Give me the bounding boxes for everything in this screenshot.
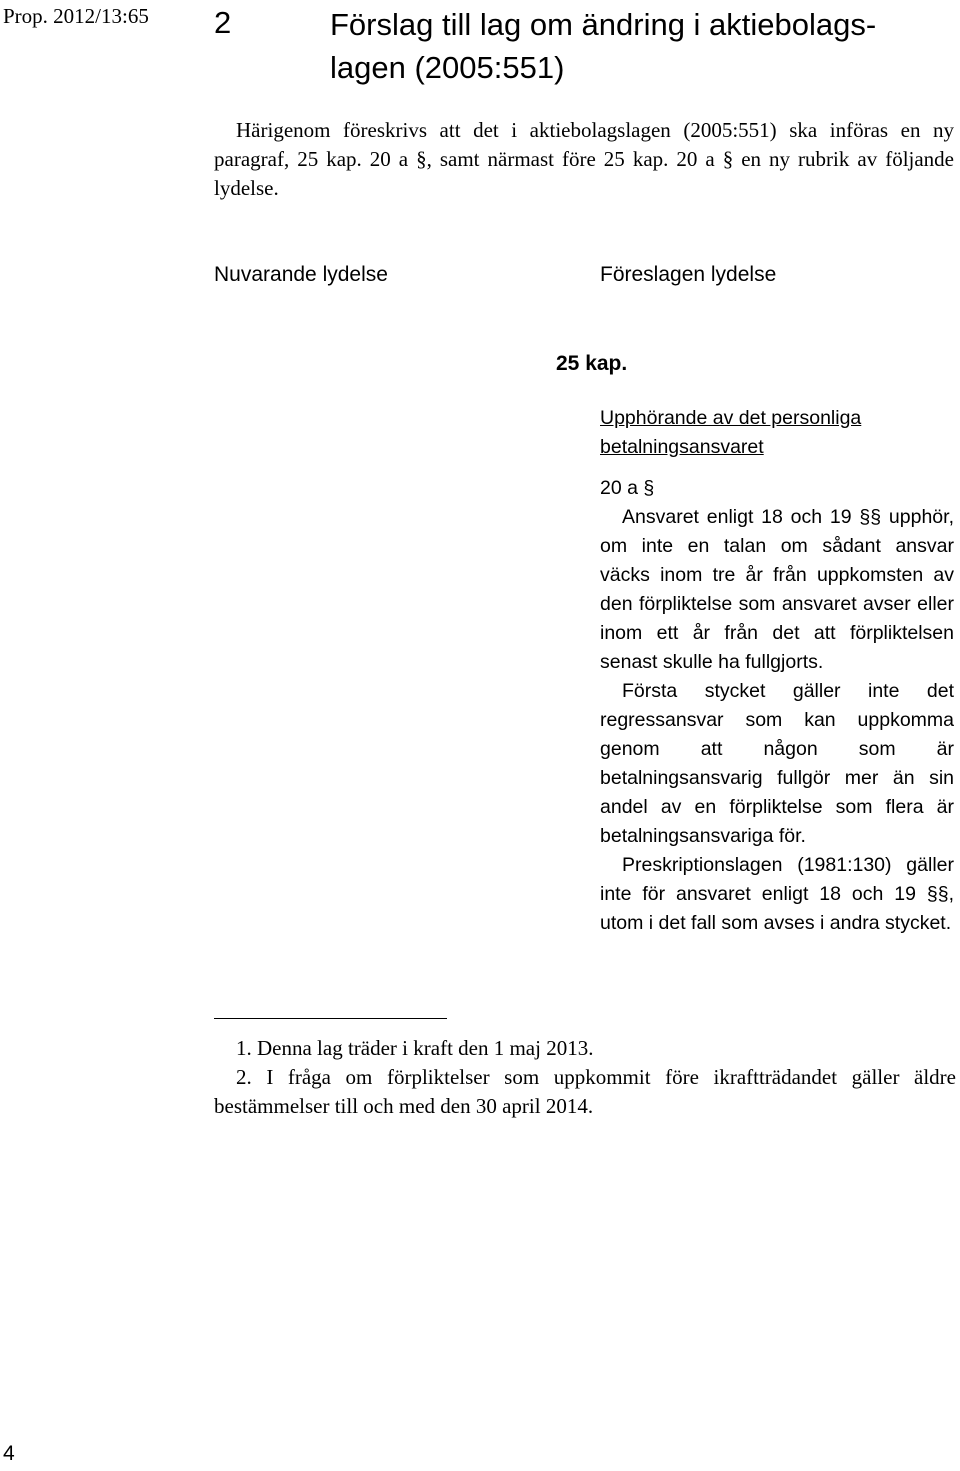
column-heading-current: Nuvarande lydelse <box>214 263 388 286</box>
transitional-item-2: 2. I fråga om förpliktelser som uppkommit före ikraftträdandet gäller äldre bestämmelser till och med den 30 april 2014. <box>214 1065 956 1118</box>
proposed-text <box>600 404 954 938</box>
intro-text: Härigenom föreskrivs att det i aktiebolagslagen (2005:551) ska införas en ny paragraf, 25 kap. 20 a §, samt närmast före 25 kap. 20 a § en ny rubrik av följande lydelse. <box>214 118 954 200</box>
chapter-marker: 25 kap. <box>556 352 628 375</box>
chapter-title-line-2: lagen (2005:551) <box>330 50 565 85</box>
page-number: 4 <box>3 1442 15 1465</box>
chapter-number: 2 <box>214 5 232 40</box>
paragraph-number: 20 a § <box>600 477 655 499</box>
column-heading-proposed: Föreslagen lydelse <box>600 263 777 286</box>
proposed-paragraph-1: Ansvaret enligt 18 och 19 §§ upphör, om inte en talan om sådant ansvar väcks inom tre år från uppkomsten av den förpliktelse som ansvaret avser eller inom ett år från det att förpliktelsen senast skulle ha fullgjorts. <box>600 506 954 673</box>
chapter-title-line-1: Förslag till lag om ändring i aktiebolags- <box>330 7 877 42</box>
running-head: Prop. 2012/13:65 <box>3 4 149 28</box>
proposed-paragraph-3: Preskriptionslagen (1981:130) gäller inte för ansvaret enligt 18 och 19 §§, utom i det fall som avses i andra stycket. <box>600 854 954 934</box>
footnote-rule <box>214 1018 447 1019</box>
intro-paragraph <box>214 116 954 203</box>
section-rubric: Upphörande av det personliga betalningsansvaret <box>600 407 862 458</box>
transitional-item-1: 1. Denna lag träder i kraft den 1 maj 2013. <box>236 1036 594 1060</box>
transitional-provisions <box>214 1034 956 1121</box>
chapter-title <box>330 3 950 89</box>
proposed-paragraph-2: Första stycket gäller inte det regressansvar som kan uppkomma genom att någon som är betalningsansvarig fullgör mer än sin andel av en förpliktelse som flera är betalningsansvariga för. <box>600 680 954 847</box>
